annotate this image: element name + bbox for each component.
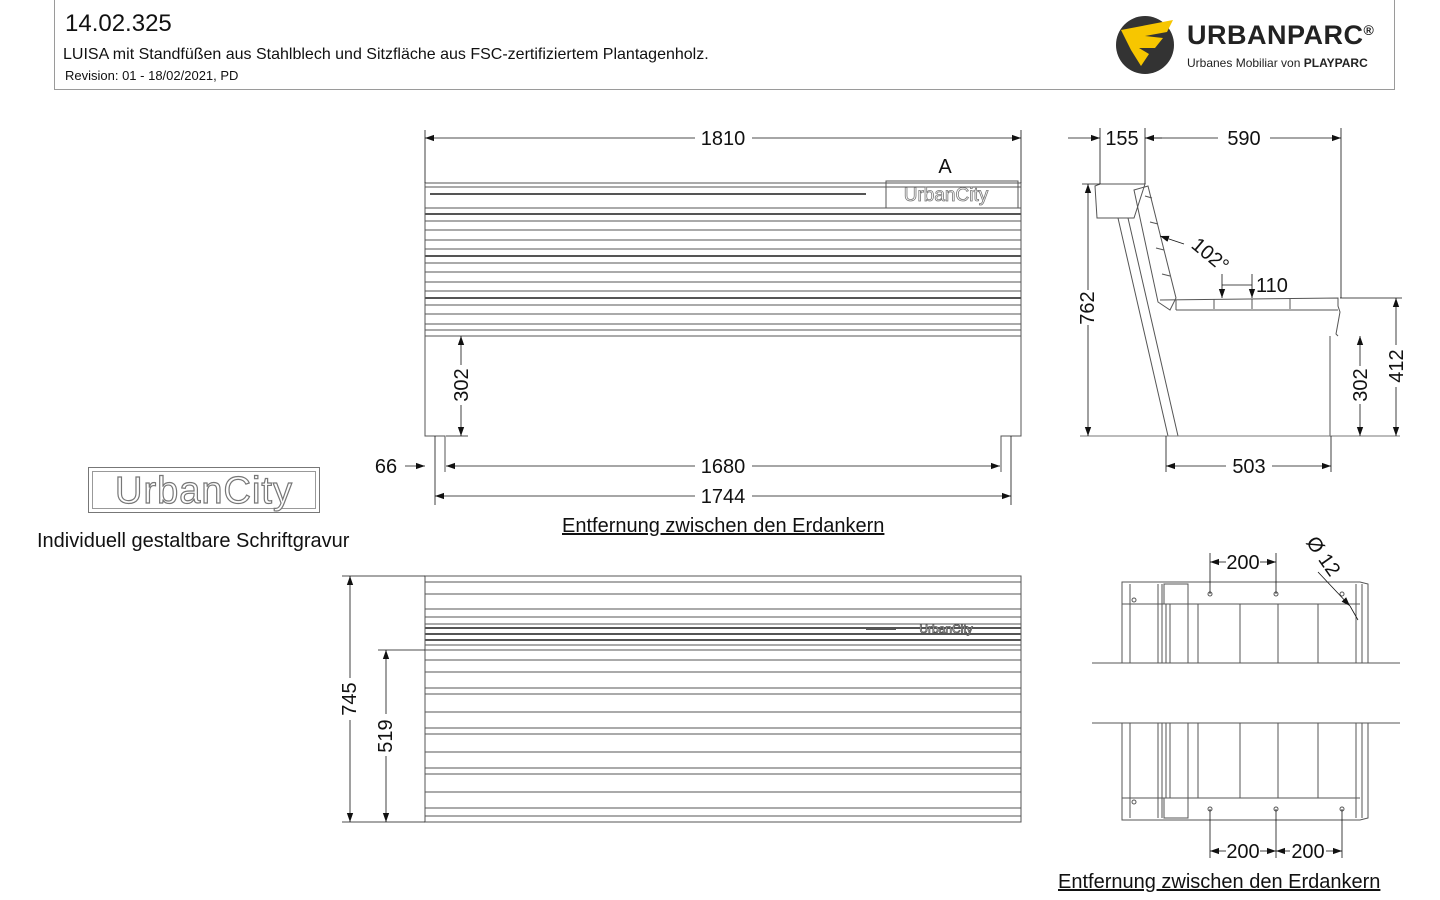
side-dimensions xyxy=(1068,128,1402,472)
dim-side-seat-height: 412 xyxy=(1386,349,1408,383)
dim-anchor-spacing-bottom-b: 200 xyxy=(1291,841,1325,863)
anchor-dimensions xyxy=(1210,553,1358,858)
front-legs xyxy=(425,336,1021,472)
top-view xyxy=(425,576,1021,822)
top-engraving-text: UrbanCity xyxy=(919,622,973,636)
dim-anchor-spacing-top: 200 xyxy=(1226,552,1260,574)
dim-front-outer: 1744 xyxy=(700,486,746,508)
dim-top-depth: 745 xyxy=(339,682,361,716)
dim-front-leg-height: 302 xyxy=(451,368,473,402)
dim-front-width: 1810 xyxy=(700,128,746,150)
dim-anchor-spacing-bottom-a: 200 xyxy=(1226,841,1260,863)
document-revision: Revision: 01 - 18/02/2021, PD xyxy=(65,68,239,83)
front-view xyxy=(425,181,1021,472)
front-anchor-caption: Entfernung zwischen den Erdankern xyxy=(562,515,885,537)
brand-name: URBANPARC® xyxy=(1187,20,1375,50)
dim-side-angle: 102° xyxy=(1186,233,1233,278)
detail-anchor-caption: Entfernung zwischen den Erdankern xyxy=(1058,871,1381,893)
brand-tagline: Urbanes Mobiliar von PLAYPARC xyxy=(1187,56,1368,70)
engraving-sample-text: UrbanCity xyxy=(115,470,293,512)
engraving-sample xyxy=(88,467,320,513)
dim-side-base: 503 xyxy=(1232,456,1266,478)
dim-side-top-a: 155 xyxy=(1105,128,1139,150)
front-engraving-text: UrbanCity xyxy=(903,185,989,206)
dim-side-leg: 302 xyxy=(1350,368,1372,402)
dim-side-slat: 110 xyxy=(1256,275,1288,297)
document-description: LUISA mit Standfüßen aus Stahlblech und Sitzfläche aus FSC-zertifiziertem Plantagenholz. xyxy=(63,46,709,63)
dim-top-inner: 519 xyxy=(375,719,397,753)
dim-front-foot: 66 xyxy=(374,456,398,478)
document-number: 14.02.325 xyxy=(65,10,172,37)
anchor-view xyxy=(1092,582,1400,820)
dim-anchor-hole: Ø 12 xyxy=(1301,532,1345,581)
dim-side-top-b: 590 xyxy=(1227,128,1261,150)
dim-side-height: 762 xyxy=(1077,291,1099,325)
section-label-a: A xyxy=(938,156,952,178)
dim-front-inner: 1680 xyxy=(700,456,746,478)
front-engraving-plate xyxy=(886,181,1018,208)
engraving-caption: Individuell gestaltbare Schriftgravur xyxy=(37,530,350,552)
